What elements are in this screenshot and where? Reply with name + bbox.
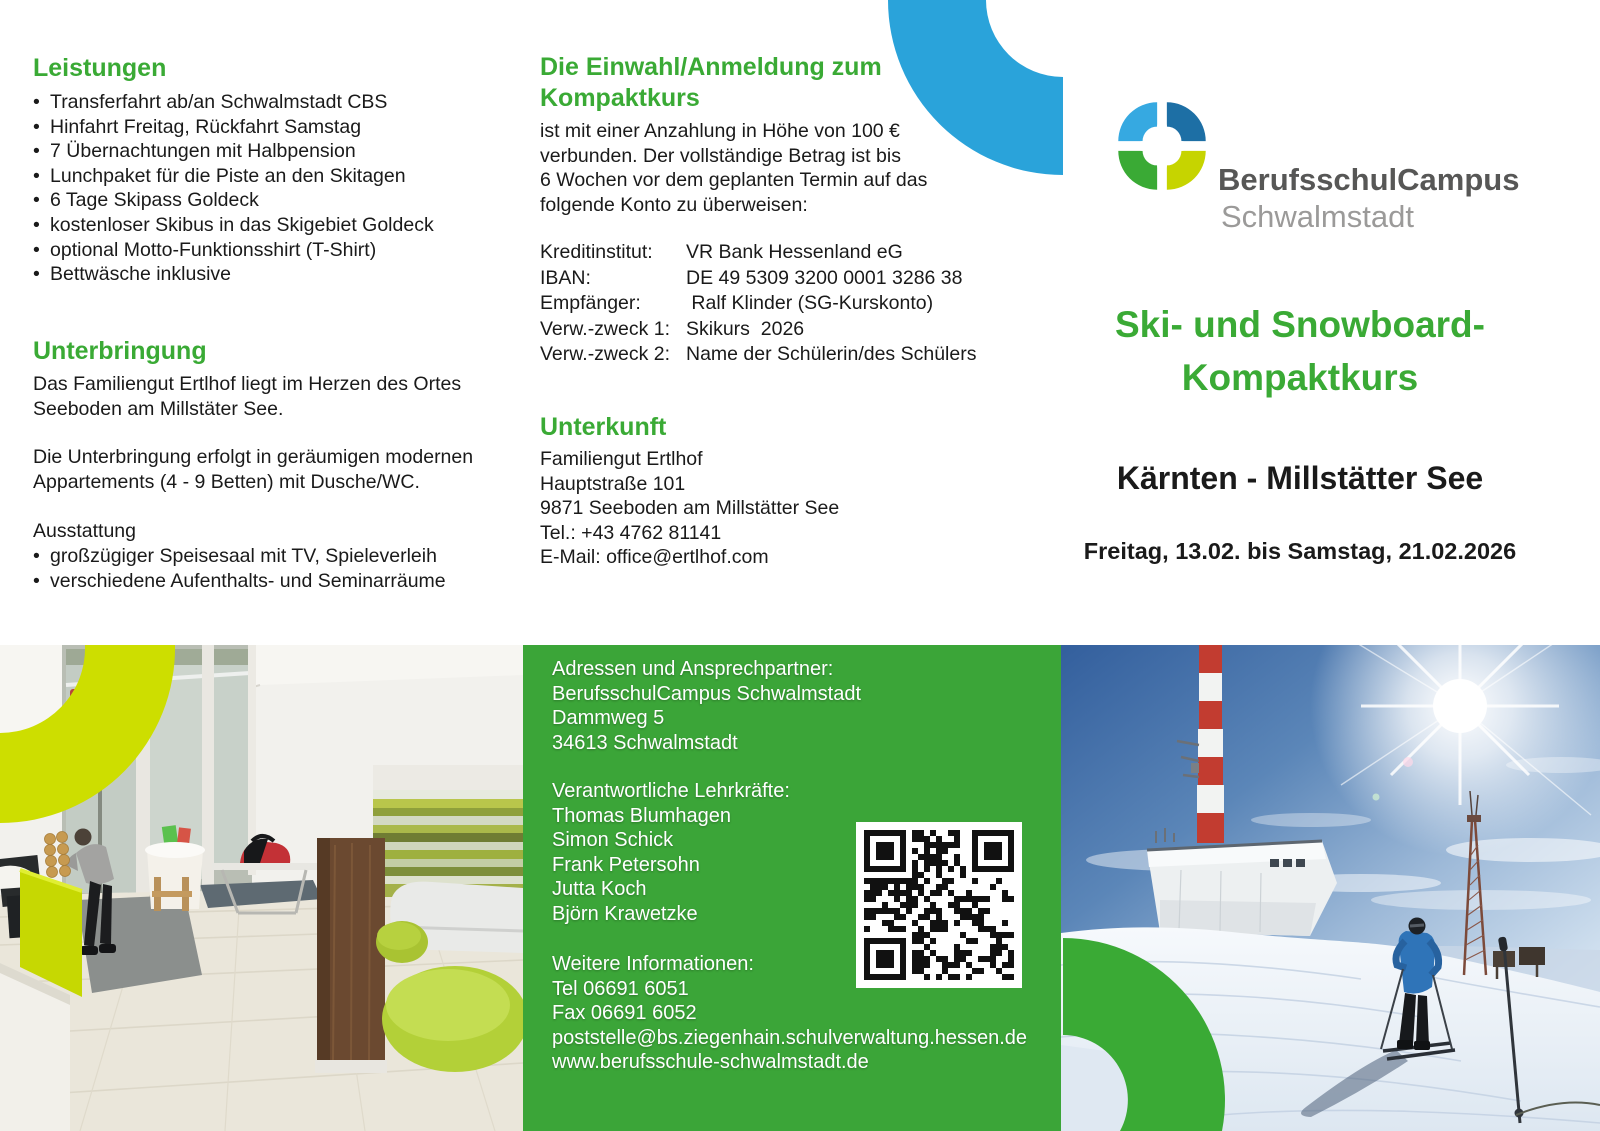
section-einwahl: [540, 52, 976, 367]
info-heading: Weitere Informationen:: [552, 953, 754, 975]
bullet-icon: •: [33, 91, 40, 113]
list-item: • großzügiger Speisesaal mit TV, Spieleverleih: [33, 544, 437, 567]
list-item: • 6 Tage Skipass Goldeck: [33, 189, 259, 212]
cover-dates: Freitag, 13.02. bis Samstag, 21.02.2026: [1083, 538, 1517, 564]
teachers-list: Thomas Blumhagen Simon Schick Frank Petersohn Jutta Koch Björn Krawetzke: [552, 804, 731, 925]
bullet-icon: •: [33, 164, 40, 187]
cover-title-line2: Kompaktkurs: [1181, 357, 1419, 398]
address-block: Familiengut Ertlhof Hauptstraße 101 9871 Seeboden am Millstätter See Tel.: +43 4762 81141 E-Mail: office@ertlhof.com: [540, 448, 840, 568]
list-item: • verschiedene Aufenthalts- und Seminarräume: [33, 569, 446, 592]
list-item: • optional Motto-Funktionsshirt (T-Shirt): [33, 238, 377, 261]
section-heading: Unterbringung: [33, 337, 207, 365]
ski-photo: [1061, 645, 1600, 1131]
paragraph: Die Unterbringung erfolgt in geräumigen modernen Appartements (4 - 9 Betten) mit Dusche/WC.: [33, 446, 474, 493]
list-item: • 7 Übernachtungen mit Halbpension: [33, 140, 356, 163]
contact-panel: [523, 645, 1061, 1131]
lobby-photo: [0, 645, 523, 1131]
section-heading-line2: Kompaktkurs: [540, 84, 700, 112]
cover-title-line1: Ski- und Snowboard-: [1115, 304, 1485, 345]
list-item: • kostenloser Skibus in das Skigebiet Goldeck: [33, 213, 434, 236]
leistungen-list: [33, 90, 434, 287]
section-heading: Unterkunft: [540, 413, 667, 441]
bullet-icon: •: [33, 263, 40, 286]
brand-city: Schwalmstadt: [1221, 199, 1414, 234]
paragraph: ist mit einer Anzahlung in Höhe von 100 € verbunden. Der vollständige Betrag ist bis 6 Wochen vor dem geplanten Termin auf das folgende Konto zu überweisen:: [540, 120, 928, 216]
qr-code-pattern: [864, 830, 1014, 980]
cover-title: [1065, 298, 1535, 404]
section-heading-line1: Die Einwahl/Anmeldung zum: [540, 53, 882, 81]
bullet-icon: •: [33, 544, 40, 567]
list-item: • Hinfahrt Freitag, Rückfahrt Samstag: [33, 115, 362, 138]
bank-detail-row: IBAN: DE 49 5309 3200 0001 3286 38: [540, 266, 963, 289]
info-lines: Tel 06691 6051 Fax 06691 6052 poststelle@bs.ziegenhain.schulverwaltung.hessen.de www.berufsschule-schwalmstadt.de: [552, 977, 1028, 1073]
section-unterbringung: [33, 336, 473, 593]
qr-code: [856, 822, 1022, 988]
brand-name: BerufsschulCampus: [1218, 162, 1520, 197]
bullet-icon: •: [33, 238, 40, 261]
section-unterkunft: [540, 412, 839, 570]
paragraph: Das Familiengut Ertlhof liegt im Herzen des Ortes Seeboden am Millstäter See.: [33, 373, 462, 420]
contact-address-lines: BerufsschulCampus Schwalmstadt Dammweg 5 34613 Schwalmstadt: [552, 682, 862, 754]
ausstattung-list: [33, 544, 473, 593]
lobby-photo-illustration: [0, 645, 523, 1131]
bullet-icon: •: [33, 213, 40, 236]
list-item: • Lunchpaket für die Piste an den Skitagen: [33, 164, 406, 187]
bullet-icon: •: [33, 140, 40, 163]
teachers-heading: Verantwortliche Lehrkräfte:: [552, 780, 790, 802]
bullet-icon: •: [33, 189, 40, 212]
subsection-heading: Ausstattung: [33, 520, 136, 543]
list-item: • Bettwäsche inklusive: [33, 263, 232, 286]
list-item: • Transferfahrt ab/an Schwalmstadt CBS: [33, 91, 388, 113]
cover-location: Kärnten - Millstätter See: [1116, 460, 1484, 496]
bank-details: [540, 240, 976, 367]
bank-detail-row: Verw.-zweck 1: Skikurs 2026: [540, 317, 805, 340]
ski-photo-illustration: [1061, 645, 1600, 1131]
contact-address-heading: Adressen und Ansprechpartner:: [552, 658, 834, 680]
bank-detail-row: Verw.-zweck 2: Name der Schülerin/des Schülers: [540, 343, 977, 365]
bank-detail-row: Kreditinstitut: VR Bank Hessenland eG: [540, 241, 903, 264]
pinwheel-logo: [1094, 78, 1230, 214]
bank-detail-row: Empfänger: Ralf Klinder (SG-Kurskonto): [540, 292, 934, 315]
bullet-icon: •: [33, 569, 40, 592]
section-heading: Leistungen: [33, 54, 167, 82]
bullet-icon: •: [33, 115, 40, 138]
section-leistungen: [33, 53, 434, 287]
